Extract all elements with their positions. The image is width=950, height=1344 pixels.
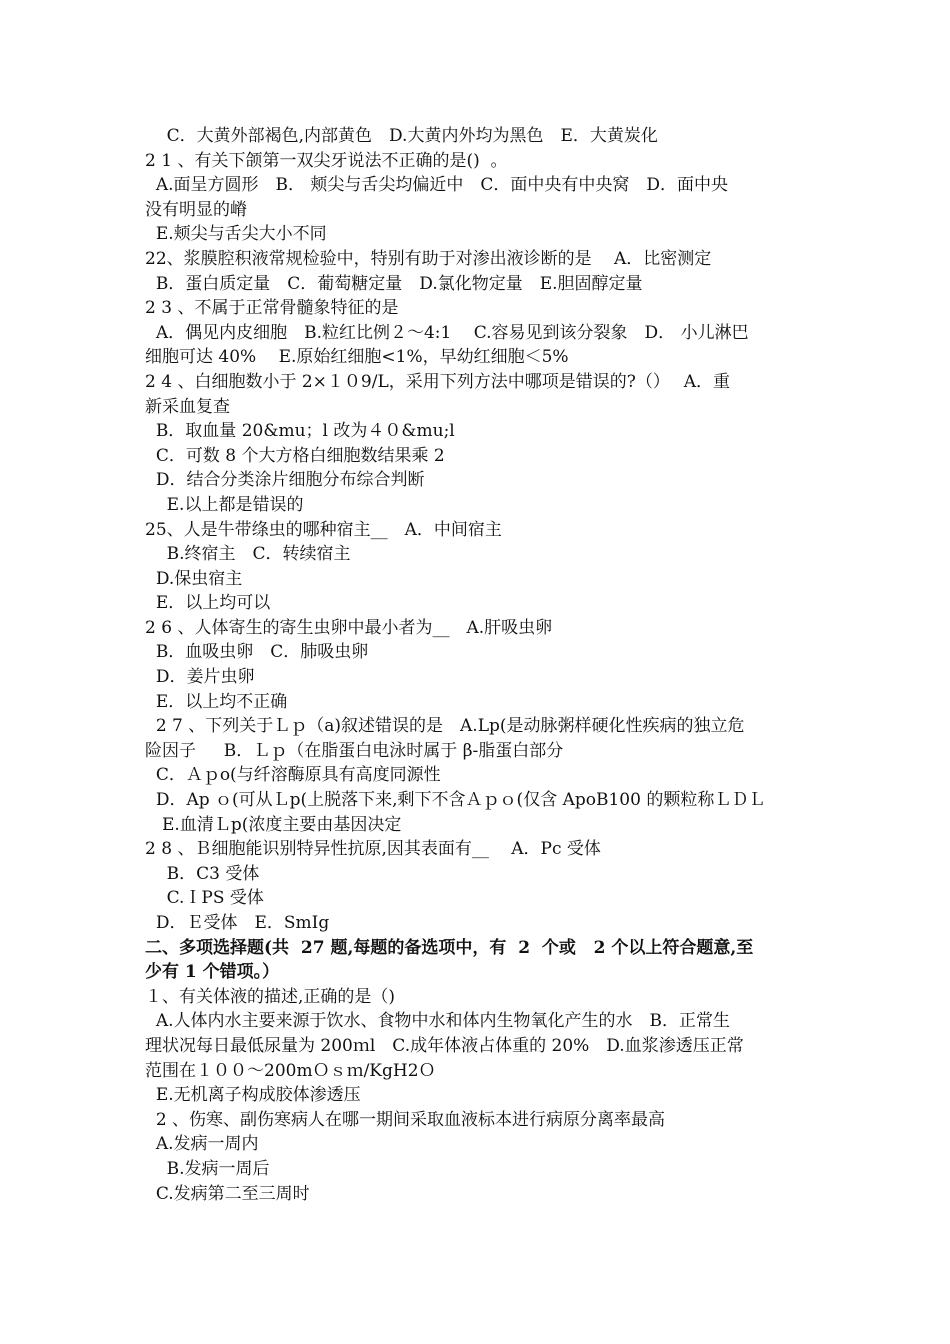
text-line: 没有明显的嵴: [145, 199, 247, 220]
question-22: 22、浆膜腔积液常规检验中，特别有助于对渗出液诊断的是 A．比密测定: [145, 248, 712, 269]
text-line: C.发病第二至三周时: [145, 1183, 310, 1204]
question-23: 2 3 、不属于正常骨髓象特征的是: [145, 298, 399, 319]
text-line: A.发病一周内: [145, 1134, 259, 1155]
multi-question-1: １、有关体液的描述,正确的是（): [145, 986, 396, 1007]
question-27: 2 7 、下列关于Ｌｐ（a)叙述错误的是 A.Lp(是动脉粥样硬化性疾病的独立危: [145, 716, 745, 737]
question-26: 2 6 、人体寄生的寄生虫卵中最小者为__ A.肝吸虫卵: [145, 617, 553, 638]
document-body: [145, 124, 810, 1206]
text-line: 理状况每日最低尿量为 200ｍl C.成年体液占体重的 20% D.血浆渗透压正常: [145, 1035, 744, 1056]
text-line: B．C3 受体: [145, 863, 260, 884]
text-line: E.血清Ｌp(浓度主要由基因决定: [145, 814, 402, 835]
text-line: B．取血量 20&mu；l 改为４０&mu;l: [145, 421, 455, 442]
text-line: B．蛋白质定量 C．葡萄糖定量 D.氯化物定量 E.胆固醇定量: [145, 273, 643, 294]
text-line: D.保虫宿主: [145, 568, 243, 589]
text-line: C.ＩPS 受体: [145, 888, 264, 909]
text-line: E.以上都是错误的: [145, 494, 304, 515]
text-line: D．姜片虫卵: [145, 667, 255, 688]
question-25: 25、人是牛带绦虫的哪种宿主__ A．中间宿主: [145, 519, 502, 540]
text-line: D．Ap ｏ(可从Ｌp(上脱落下来,剩下不含Ａｐｏ(仅含 ApoB100 的颗粒称ＬＤＬ: [145, 790, 766, 811]
text-line: B.终宿主 C．转续宿主: [145, 544, 351, 565]
text-line: E.颊尖与舌尖大小不同: [145, 224, 327, 245]
section-heading-cont: 少有 1 个错项。）: [145, 962, 280, 983]
text-line: A.面呈方圆形 B． 颊尖与舌尖均偏近中 C．面中央有中央窝 D．面中央: [145, 175, 729, 196]
multi-question-2: 2 、伤寒、副伤寒病人在哪一期间采取血液标本进行病原分离率最高: [145, 1109, 666, 1130]
question-21: 2 1 、有关下颌第一双尖牙说法不正确的是() 。: [145, 150, 508, 171]
question-24: 2 4 、白细胞数小于 2×１０9/L，采用下列方法中哪项是错误的?（） A．重: [145, 371, 731, 392]
text-line: C．大黄外部褐色,内部黄色 D.大黄内外均为黑色 E．大黄炭化: [145, 126, 658, 146]
text-line: D．结合分类涂片细胞分布综合判断: [145, 470, 425, 491]
section-heading: 二、多项选择题(共 27 题,每题的备选项中，有 2 个或 2 个以上符合题意,至: [145, 937, 754, 958]
text-line: E．以上均可以: [145, 593, 271, 614]
text-line: B.发病一周后: [145, 1158, 270, 1179]
text-line: 新采血复查: [145, 396, 230, 417]
text-line: C．可数 8 个大方格白细胞数结果乘 2: [145, 445, 445, 466]
text-line: E.无机离子构成胶体渗透压: [145, 1085, 361, 1106]
text-line: D．Ｅ受体 E．SmIg: [145, 913, 330, 933]
text-line: 险因子 B．Ｌｐ（在脂蛋白电泳时属于 β-脂蛋白部分: [145, 740, 564, 761]
text-line: A．偶见内皮细胞 B.粒红比例２～4:1 C.容易见到该分裂象 D． 小儿淋巴: [145, 322, 749, 343]
text-line: B．血吸虫卵 C．肺吸虫卵: [145, 642, 369, 663]
text-line: C．Ａｐo(与纤溶酶原具有高度同源性: [145, 765, 441, 786]
text-line: A.人体内水主要来源于饮水、食物中水和体内生物氧化产生的水 B．正常生: [145, 1011, 730, 1032]
text-line: 范围在１００～200mＯｓｍ/KgH2Ｏ: [145, 1060, 436, 1081]
text-line: 细胞可达 40% E.原始红细胞<1%，早幼红细胞＜5%: [145, 347, 569, 368]
question-28: 2 8 、Ｂ细胞能识别特异性抗原,因其表面有__ A．Pc 受体: [145, 839, 601, 860]
text-line: E．以上均不正确: [145, 691, 288, 712]
